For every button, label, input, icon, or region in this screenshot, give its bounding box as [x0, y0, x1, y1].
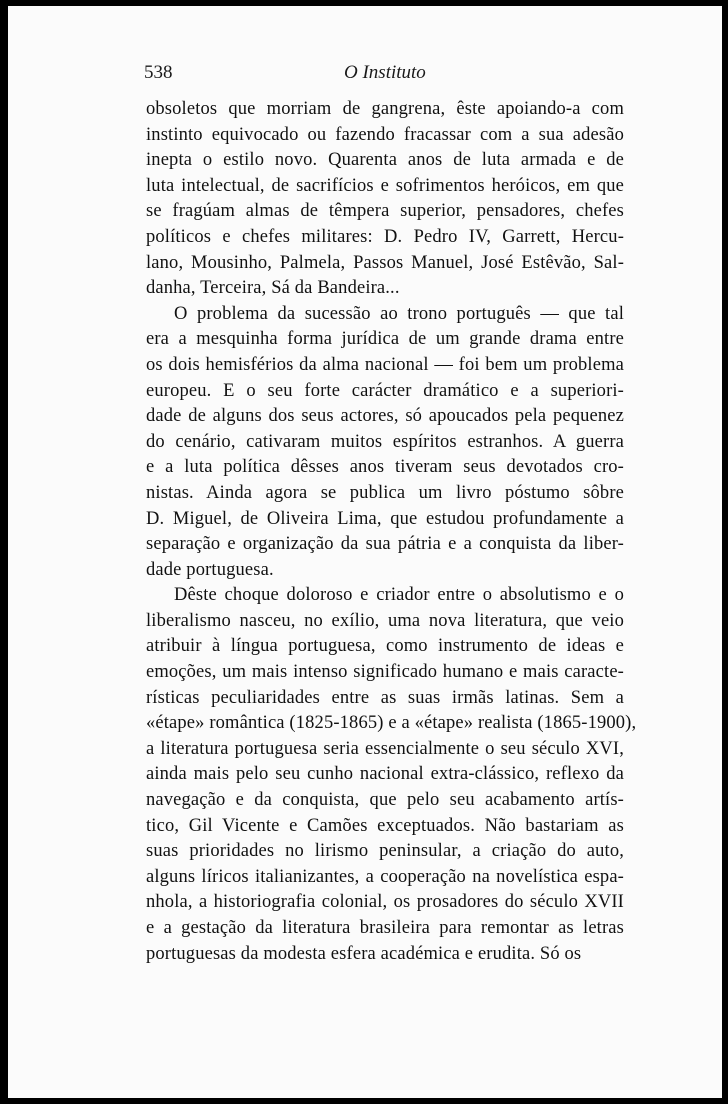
- text-line: inepta o estilo novo. Quarenta anos de luta armada e de: [146, 150, 624, 171]
- text-line: europeu. E o seu forte carácter dramático e a superiori-: [146, 380, 624, 401]
- text-line: a literatura portuguesa seria essencialmente o seu século XVI,: [146, 738, 624, 759]
- text-line: navegação e da conquista, que pelo seu acabamento artís-: [146, 790, 624, 811]
- text-line: os dois hemisférios da alma nacional — foi bem um problema: [146, 354, 624, 375]
- text-line: ainda mais pelo seu cunho nacional extra-clássico, reflexo da: [146, 764, 624, 785]
- text-line: políticos e chefes militares: D. Pedro IV, Garrett, Hercu-: [146, 226, 624, 247]
- text-line: do cenário, cativaram muitos espíritos estranhos. A guerra: [146, 431, 624, 452]
- paragraph: [146, 302, 624, 584]
- text-line: emoções, um mais intenso significado humano e mais caracte-: [146, 662, 624, 683]
- text-line: Dêste choque doloroso e criador entre o absolutismo e o: [174, 585, 624, 606]
- paragraph: [146, 583, 637, 967]
- text-line: atribuir à língua portuguesa, como instrumento de ideas e: [146, 636, 624, 657]
- text-line: nhola, a historiografia colonial, os prosadores do século XVII: [146, 892, 624, 913]
- running-title: O Instituto: [344, 62, 426, 83]
- text-line: lano, Mousinho, Palmela, Passos Manuel, José Estêvão, Sal-: [146, 252, 624, 273]
- text-line: se fragúam almas de têmpera superior, pensadores, chefes: [146, 201, 624, 222]
- page-number: 538: [144, 62, 173, 83]
- text-line: luta intelectual, de sacrifícios e sofrimentos heróicos, em que: [146, 175, 624, 196]
- text-line: tico, Gil Vicente e Camões exceptuados. Não bastariam as: [146, 815, 624, 836]
- text-line: nistas. Ainda agora se publica um livro póstumo sôbre: [146, 482, 624, 503]
- text-line: e a luta política dêsses anos tiveram seus devotados cro-: [146, 457, 624, 478]
- text-line: suas prioridades no lirismo peninsular, a criação do auto,: [146, 841, 624, 862]
- text-line: dade portuguesa.: [146, 559, 274, 580]
- text-line: alguns líricos italianizantes, a cooperação na novelística espa-: [146, 866, 624, 887]
- paragraph: [146, 97, 624, 302]
- text-line: dade de alguns dos seus actores, só apoucados pela pequenez: [146, 406, 624, 427]
- text-line: instinto equivocado ou fazendo fracassar com a sua adesão: [146, 124, 624, 145]
- book-page: [8, 6, 722, 1098]
- text-line: e a gestação da literatura brasileira para remontar as letras: [146, 918, 624, 938]
- text-line: rísticas peculiaridades entre as suas irmãs latinas. Sem a: [146, 687, 624, 708]
- text-line: obsoletos que morriam de gangrena, êste apoiando-a com: [146, 99, 624, 119]
- text-line: O problema da sucessão ao trono português — que tal: [174, 303, 624, 324]
- text-line: «étape» romântica (1825-1865) e a «étape» realista (1865-1900),: [146, 713, 637, 734]
- text-line: D. Miguel, de Oliveira Lima, que estudou profundamente a: [146, 508, 624, 529]
- body-text: [146, 97, 637, 967]
- page-header: [144, 62, 624, 90]
- text-line: danha, Terceira, Sá da Bandeira...: [146, 278, 400, 299]
- text-line: portuguesas da modesta esfera académica e erudita. Só os: [146, 943, 582, 964]
- text-line: separação e organização da sua pátria e a conquista da liber-: [146, 534, 624, 555]
- text-line: era a mesquinha forma jurídica de um grande drama entre: [146, 329, 624, 350]
- text-line: liberalismo nasceu, no exílio, uma nova literatura, que veio: [146, 610, 624, 631]
